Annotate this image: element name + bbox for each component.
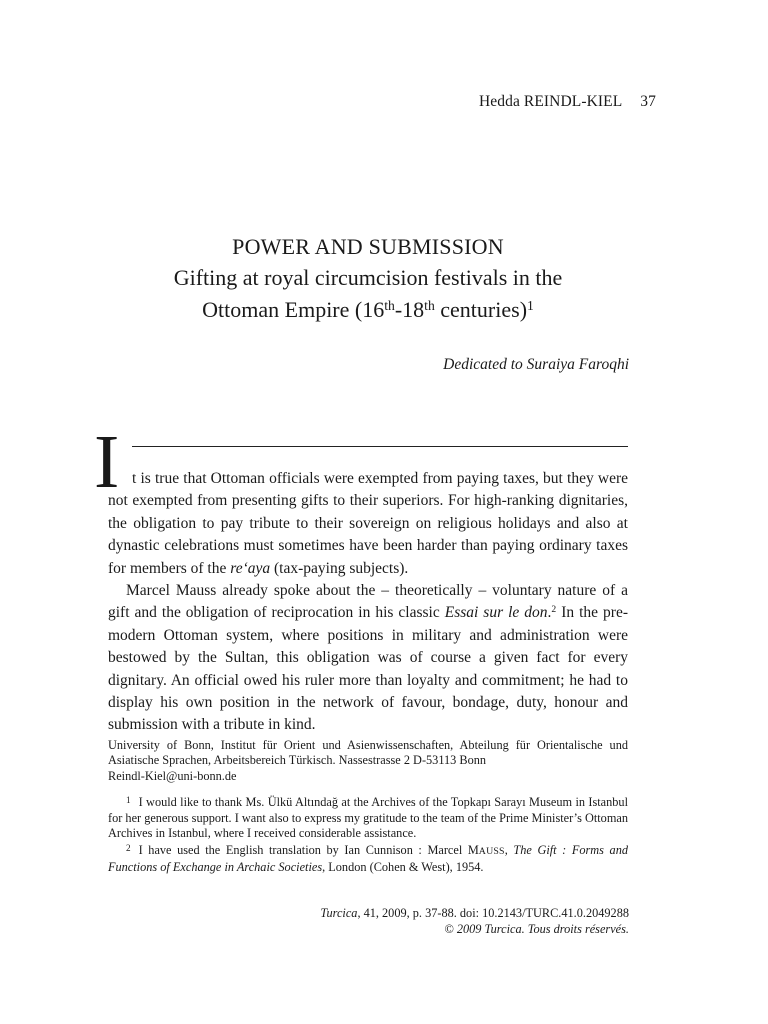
superscript-th-2: th (424, 298, 435, 314)
book-title-essai: Essai sur le don (444, 604, 548, 622)
paragraph-2-text-b: In the pre-modern Ottoman system, where positions in military and administration were bestowed by the Sultan, this obligation was of course a given fact for every dignitary. An official owed his ruler more than loyalty and commitment; he had to display his own position in the network of favour, bondage, duty, honour and submission with a tribute in kind. (108, 604, 628, 734)
footnote-2-book-title: The Gift : Forms and Functions of Exchange in Archaic Societies (108, 843, 629, 875)
paragraph-1-text-a: t is true that Ottoman officials were exempted from paying taxes, but they were not exempted from presenting gifts to their superiors. For high-ranking dignitaries, the obligation to pay tribute to their sovereign on religious holidays and also at dynastic celebrations must sometimes have been harder than paying ordinary taxes for members of the (108, 470, 628, 577)
horizontal-rule (132, 446, 628, 447)
footnote-1-text: I would like to thank Ms. Ülkü Altındağ at the Archives of the Topkapı Sarayı Museum in Istanbul for her generous support. I want also to express my gratitude to the team of the Prime Minister’s Ottoman Archives in Istanbul, where I received considerable assistance. (108, 795, 628, 841)
subtitle-text-start: Ottoman Empire (16 (202, 297, 385, 322)
affiliation-email: Reindl-Kiel@uni-bonn.de (108, 768, 237, 783)
footnotes (108, 793, 628, 875)
affiliation-address: University of Bonn, Institut für Orient und Asienwissenschaften, Abteilung für Orientalische und Asiatische Sprachen, Arbeitsbereich Türkisch. Nassestrasse 2 D-53113 Bonn (108, 738, 628, 768)
footnote-2-smallcaps: AUSS (478, 846, 505, 858)
footnote-ref-1: 1 (527, 298, 534, 314)
page-number: 37 (640, 93, 656, 110)
imprint (320, 906, 629, 937)
footnote-2-number: 2 (126, 843, 131, 854)
footnote-1-number: 1 (126, 795, 131, 805)
article-subtitle-line-2 (108, 294, 628, 326)
term-reaya: re‘aya (230, 559, 271, 577)
paragraph-2-text-a: Marcel Mauss already spoke about the – theoretically – voluntary nature of a gift and the obligation of reciprocation in his classic (108, 582, 628, 622)
article-title-block (108, 232, 628, 326)
paragraph-1 (108, 468, 628, 580)
journal-citation (320, 906, 629, 922)
footnote-2-text-post: , London (Cohen & West), 1954. (322, 860, 484, 875)
copyright-line (320, 922, 629, 938)
footnote-2 (108, 841, 628, 875)
subtitle-dash: -18 (394, 297, 425, 322)
paragraph-2 (108, 580, 628, 737)
footnote-2-text-mid: , (504, 843, 514, 858)
citation-details: , 41, 2009, p. 37-88. doi: 10.2143/TURC.41.0.2049288 (357, 906, 629, 920)
copyright-text: © 2009 Turcica. Tous droits réservés. (444, 921, 629, 936)
superscript-th-1: th (384, 298, 395, 314)
running-head-author: Hedda REINDL-KIEL (478, 93, 623, 110)
article-title: POWER AND SUBMISSION (232, 234, 504, 259)
paragraph-1-text-b: (tax-paying subjects). (270, 559, 409, 577)
article-subtitle-line-1: Gifting at royal circumcision festivals in the (173, 265, 563, 290)
dedication: Dedicated to Suraiya Faroqhi (443, 356, 629, 373)
paragraph-2-period: . (547, 604, 552, 622)
body-text (108, 468, 628, 737)
drop-cap: I (94, 420, 120, 504)
journal-name: Turcica (320, 906, 358, 920)
footnote-2-text-pre: I have used the English translation by Ian Cunnison : Marcel M (138, 843, 479, 858)
running-head (479, 93, 656, 111)
footnote-1 (108, 793, 628, 841)
footnote-ref-2: 2 (551, 604, 557, 616)
author-affiliation (108, 738, 628, 784)
subtitle-text-end: centuries) (434, 297, 528, 322)
